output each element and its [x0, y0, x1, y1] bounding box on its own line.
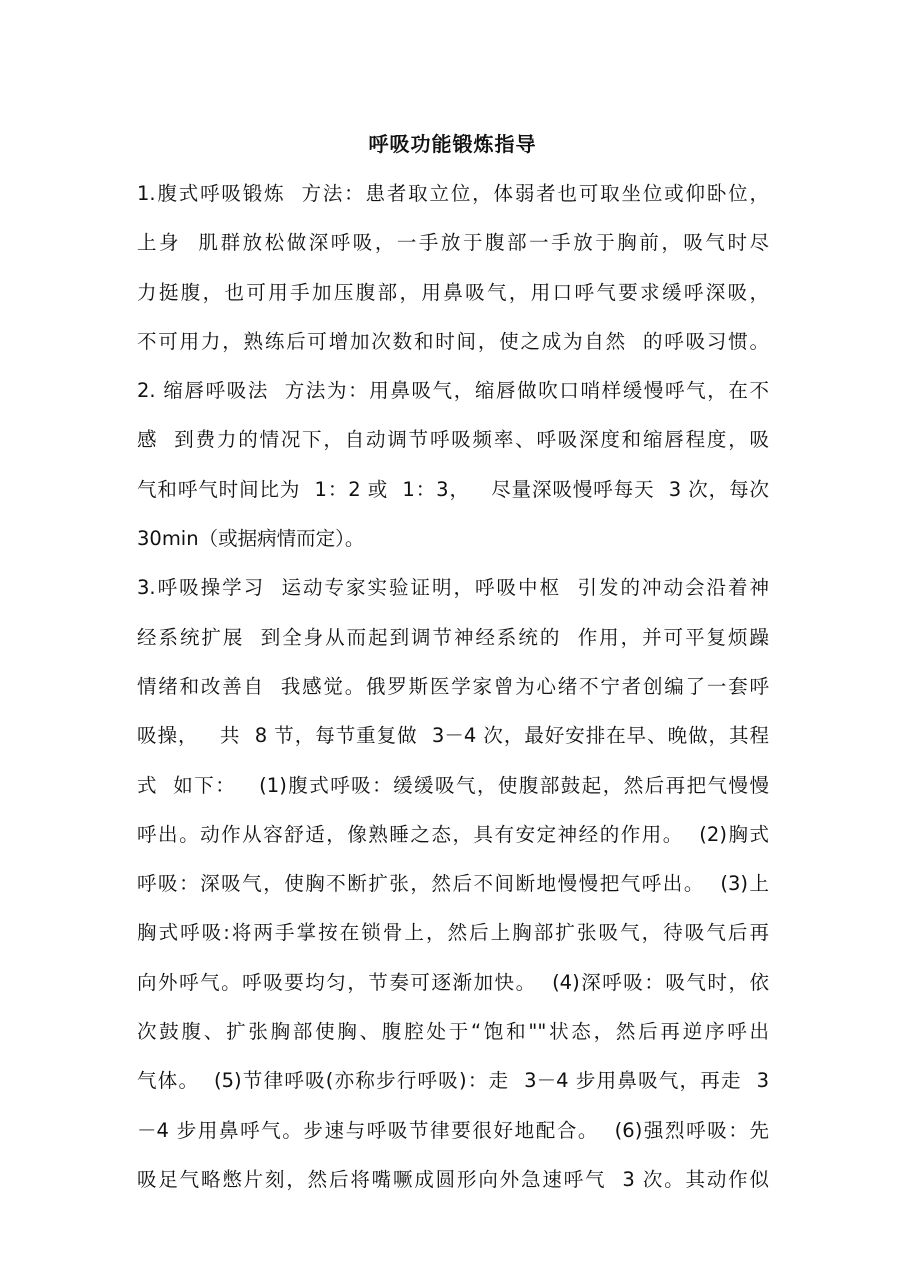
text-line: 呼出。动作从容舒适，像熟睡之态，具有安定神经的作用。 (2)胸式: [137, 822, 769, 846]
text-line: 胸式呼吸:将两手掌按在锁骨上，然后上胸部扩张吸气，待吸气后再: [137, 921, 769, 945]
text-line: 上身 肌群放松做深呼吸，一手放于腹部一手放于胸前，吸气时尽: [137, 231, 769, 255]
text-line: 30min（或据病情而定）。: [137, 527, 365, 551]
text-line: 气体。 (5)节律呼吸(亦称步行呼吸)：走 3－4 步用鼻吸气，再走 3: [137, 1069, 769, 1093]
text-line: 情绪和改善自 我感觉。俄罗斯医学家曾为心绪不宁者创编了一套呼: [137, 674, 769, 698]
text-line: 次鼓腹、扩张胸部使胸、腹腔处于“饱和""状态，然后再逆序呼出: [137, 1020, 769, 1044]
text-line: 1.腹式呼吸锻炼 方法：患者取立位，体弱者也可取坐位或仰卧位，: [137, 182, 769, 205]
text-line: 吸足气略憋片刻，然后将嘴噘成圆形向外急速呼气 3 次。其动作似: [137, 1167, 769, 1191]
text-line: 气和呼气时间比为 1：2 或 1：3， 尽量深吸慢呼每天 3 次，每次: [137, 477, 769, 501]
text-line: 式 如下： (1)腹式呼吸：缓缓吸气，使腹部鼓起，然后再把气慢慢: [137, 773, 769, 797]
text-line: 不可用力，熟练后可增加次数和时间，使之成为自然 的呼吸习惯。: [137, 329, 769, 353]
text-line: 3.呼吸操学习 运动专家实验证明，呼吸中枢 引发的冲动会沿着神: [137, 576, 769, 600]
document-title: 呼吸功能锻炼指导: [368, 132, 537, 156]
text-line: 吸操， 共 8 节，每节重复做 3－4 次，最好安排在早、晚做，其程: [137, 724, 769, 748]
text-line: 呼吸：深吸气，使胸不断扩张，然后不间断地慢慢把气呼出。 (3)上: [137, 872, 769, 896]
text-line: 力挺腹，也可用手加压腹部，用鼻吸气，用口呼气要求缓呼深吸，: [137, 280, 769, 304]
text-line: 经系统扩展 到全身从而起到调节神经系统的 作用，并可平复烦躁: [137, 625, 769, 649]
text-line: 2. 缩唇呼吸法 方法为：用鼻吸气，缩唇做吹口哨样缓慢呼气，在不: [137, 379, 769, 403]
text-line: 感 到费力的情况下，自动调节呼吸频率、呼吸深度和缩唇程度，吸: [137, 428, 769, 452]
document-body: [137, 169, 769, 1204]
text-line: 向外呼气。呼吸要均匀，节奏可逐渐加快。 (4)深呼吸：吸气时，依: [137, 970, 769, 994]
text-line: －4 步用鼻呼气。步速与呼吸节律要很好地配合。 (6)强烈呼吸：先: [137, 1118, 769, 1142]
